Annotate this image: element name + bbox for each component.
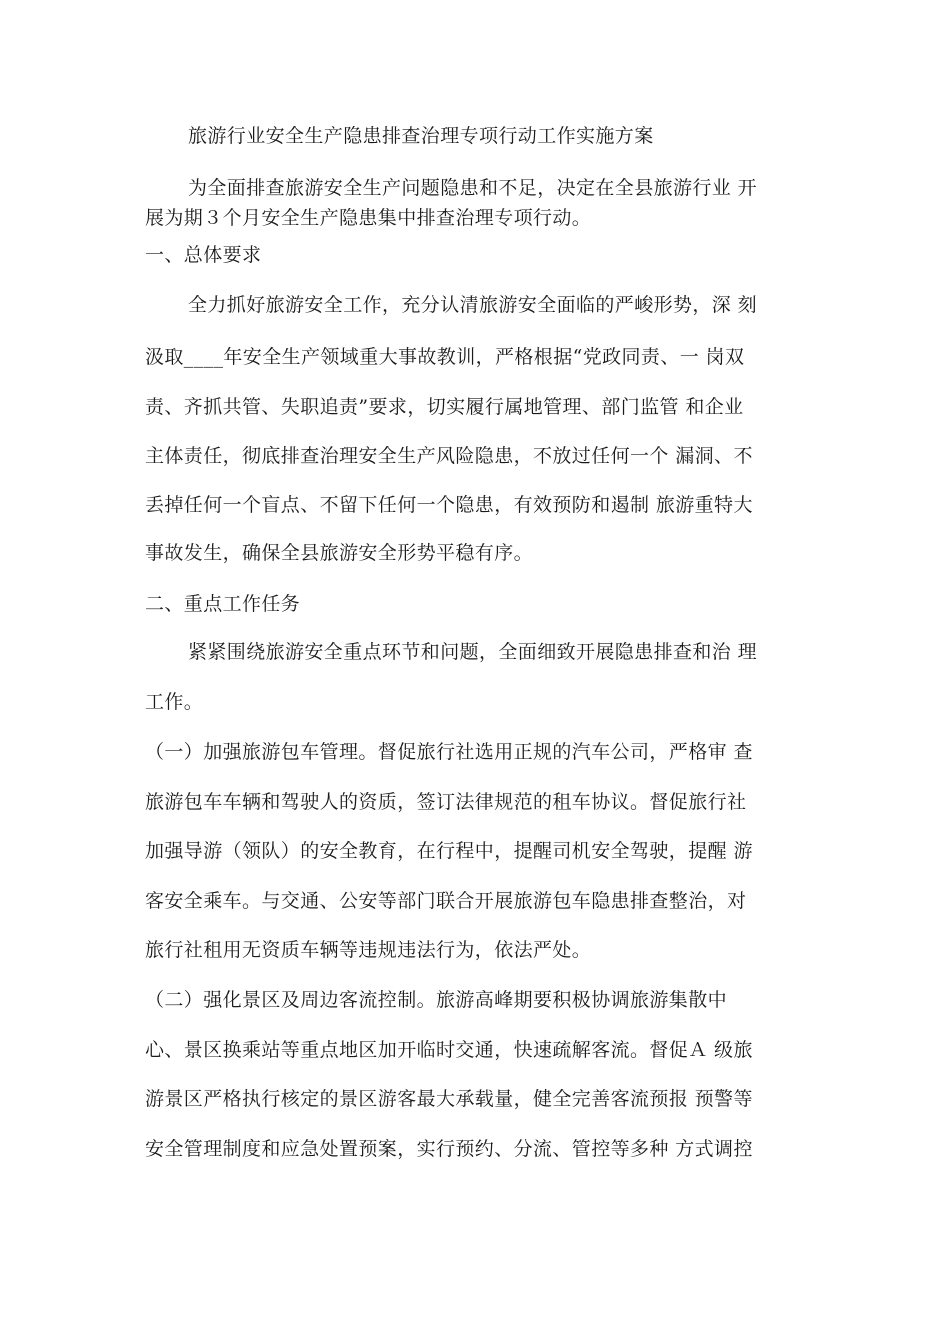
paragraph-line: 工作。 xyxy=(145,691,204,713)
paragraph-line: 展为期３个月安全生产隐患集中排查治理专项行动。 xyxy=(145,207,592,229)
paragraph-line: 游景区严格执行核定的景区游客最大承载量，健全完善客流预报 预警等 xyxy=(145,1088,753,1110)
paragraph-line: 主体责任，彻底排查治理安全生产风险隐患，不放过任何一个 漏洞、不 xyxy=(145,445,753,467)
paragraph-line: 为全面排查旅游安全生产问题隐患和不足，决定在全县旅游行业 开 xyxy=(188,177,758,199)
paragraph-line: 加强导游（领队）的安全教育，在行程中，提醒司机安全驾驶，提醒 游 xyxy=(145,840,753,862)
paragraph-line: 客安全乘车。与交通、公安等部门联合开展旅游包车隐患排查整治，对 xyxy=(145,890,747,912)
paragraph-line: 责、齐抓共管、失职追责”要求，切实履行属地管理、部门监管 和企业 xyxy=(145,396,744,418)
section-heading-key-tasks: 二、重点工作任务 xyxy=(145,593,301,615)
paragraph-line: 丢掉任何一个盲点、不留下任何一个隐患，有效预防和遏制 旅游重特大 xyxy=(145,494,753,516)
section-heading-general-requirements: 一、总体要求 xyxy=(145,244,262,266)
paragraph-line: 旅行社租用无资质车辆等违规违法行为，依法严处。 xyxy=(145,939,592,961)
paragraph-line: 汲取____年安全生产领域重大事故教训，严格根据“党政同责、一 岗双 xyxy=(145,346,745,368)
paragraph-line: 紧紧围绕旅游安全重点环节和问题，全面细致开展隐患排查和治 理 xyxy=(188,641,758,663)
paragraph-line: 旅游包车车辆和驾驶人的资质，签订法律规范的租车协议。督促旅行社 xyxy=(145,791,747,813)
paragraph-line: 事故发生，确保全县旅游安全形势平稳有序。 xyxy=(145,542,534,564)
paragraph-line: （二）强化景区及周边客流控制。旅游高峰期要积极协调旅游集散中 xyxy=(145,989,728,1011)
paragraph-line: 全力抓好旅游安全工作，充分认清旅游安全面临的严峻形势，深 刻 xyxy=(188,294,758,316)
paragraph-line: 安全管理制度和应急处置预案，实行预约、分流、管控等多种 方式调控 xyxy=(145,1138,753,1160)
document-title: 旅游行业安全生产隐患排查治理专项行动工作实施方案 xyxy=(188,125,654,147)
paragraph-line: （一）加强旅游包车管理。督促旅行社选用正规的汽车公司，严格审 查 xyxy=(145,741,753,763)
paragraph-line: 心、景区换乘站等重点地区加开临时交通，快速疏解客流。督促Ａ 级旅 xyxy=(145,1039,753,1061)
